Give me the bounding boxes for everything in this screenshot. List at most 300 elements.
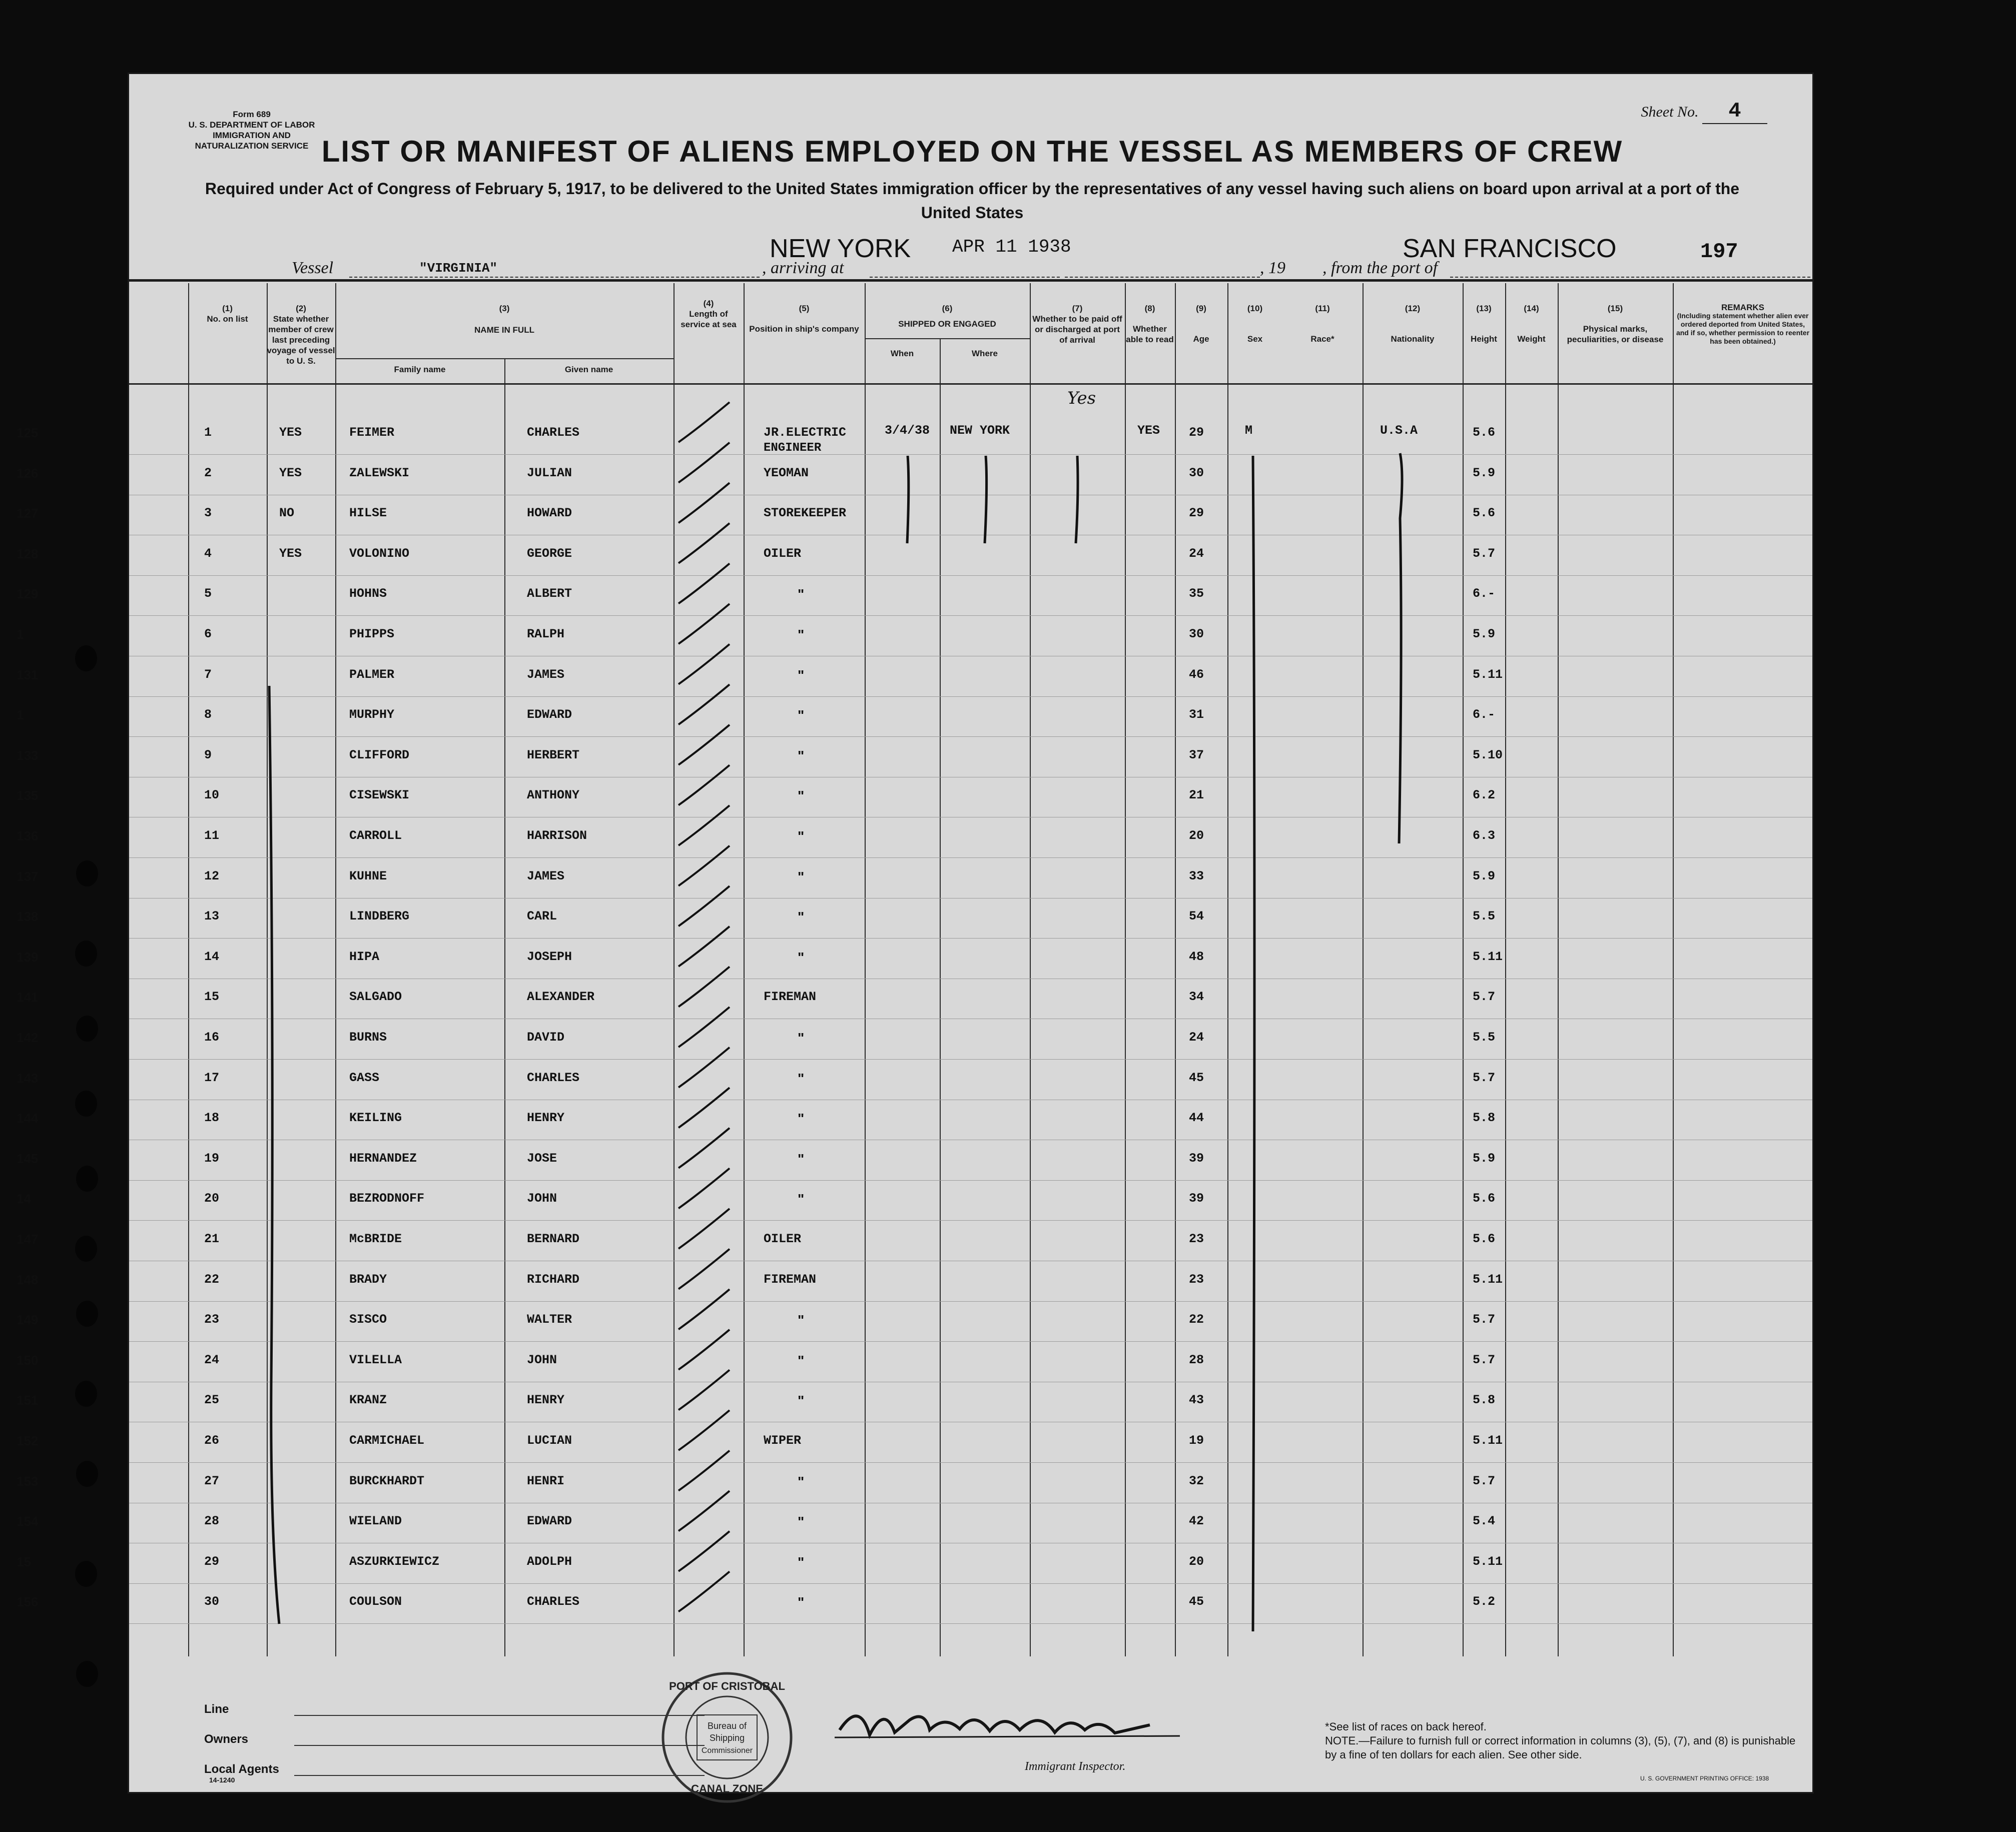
- family-name: VILELLA: [349, 1352, 402, 1367]
- header-rule: [129, 279, 1812, 282]
- height: 6.2: [1473, 788, 1496, 803]
- race-note: *See list of races on back hereof.: [1325, 1720, 1487, 1733]
- position: STOREKEEPER: [764, 506, 847, 521]
- service-check-mark: [679, 1168, 730, 1208]
- agents-code: 14-1240: [209, 1776, 235, 1784]
- height: 6.-: [1473, 707, 1496, 722]
- service-check-mark: [679, 1531, 730, 1571]
- margin-number: 145: [17, 1151, 39, 1166]
- given-name: HENRY: [527, 1111, 565, 1126]
- given-name: BERNARD: [527, 1232, 580, 1246]
- position: JR.ELECTRIC: [764, 425, 847, 440]
- height: 5.9: [1473, 465, 1496, 480]
- family-name: HOHNS: [349, 586, 387, 601]
- height: 5.5: [1473, 1030, 1496, 1045]
- col-8-title: Whether able to read: [1126, 324, 1174, 344]
- age: 34: [1189, 990, 1204, 1005]
- height: 5.10: [1473, 747, 1503, 762]
- nationality-value: U.S.A: [1380, 423, 1418, 438]
- family-name: COULSON: [349, 1594, 402, 1609]
- row-number: 21: [204, 1232, 220, 1246]
- last-voyage: YES: [279, 425, 302, 440]
- position: ": [798, 667, 805, 683]
- col-7-number: (7): [1072, 304, 1083, 313]
- from-fill-line: [1450, 277, 1810, 278]
- margin-number: 127: [17, 506, 39, 521]
- family-name: LINDBERG: [349, 909, 410, 924]
- row-number: 12: [204, 868, 220, 883]
- handwritten-yes: Yes: [1067, 388, 1096, 408]
- given-name: JOHN: [527, 1352, 557, 1367]
- given-name: JULIAN: [527, 465, 572, 480]
- col-9-number: (9): [1196, 304, 1206, 313]
- age: 39: [1189, 1191, 1204, 1206]
- punch-hole: [76, 860, 98, 886]
- margin-number: 131: [17, 667, 39, 682]
- ditto-strokes: [129, 283, 1812, 1656]
- row-number: 4: [204, 546, 212, 561]
- col-2-title: State whether member of crew last preceding voyage of vessel to U. S.: [267, 314, 335, 366]
- margin-number: 151: [17, 1393, 39, 1408]
- height: 5.7: [1473, 1352, 1496, 1367]
- col-3-number: (3): [499, 304, 510, 313]
- row-number: 8: [204, 707, 212, 722]
- family-name: FEIMER: [349, 425, 395, 440]
- family-name: PALMER: [349, 667, 395, 682]
- height: 5.9: [1473, 627, 1496, 641]
- family-name: BRADY: [349, 1272, 387, 1287]
- position: ": [798, 586, 805, 602]
- col-10-title: Sex: [1247, 334, 1263, 344]
- height: 5.7: [1473, 990, 1496, 1005]
- family-name: CARROLL: [349, 828, 402, 843]
- service-check-mark: [679, 1048, 730, 1088]
- height: 5.7: [1473, 546, 1496, 561]
- service-check-mark: [679, 967, 730, 1007]
- margin-number: 156: [17, 1594, 39, 1610]
- age: 23: [1189, 1232, 1204, 1246]
- family-name: BURNS: [349, 1030, 387, 1045]
- service-check-mark: [679, 846, 730, 886]
- margin-number: 143: [17, 1070, 39, 1086]
- given-name: WALTER: [527, 1312, 572, 1327]
- line-label: Line: [204, 1702, 229, 1716]
- family-name: GASS: [349, 1070, 380, 1085]
- vessel-name: "VIRGINIA": [419, 261, 498, 276]
- position: ": [798, 707, 805, 723]
- stamp-bottom-text: CANAL ZONE: [691, 1782, 763, 1795]
- col-1-number: (1): [222, 304, 233, 313]
- margin-number: 153: [17, 1473, 39, 1489]
- family-name: CISEWSKI: [349, 788, 410, 803]
- given-name: CHARLES: [527, 1070, 580, 1085]
- row-number: 22: [204, 1272, 220, 1287]
- row-number: 19: [204, 1151, 220, 1166]
- height: 5.5: [1473, 909, 1496, 924]
- col-15-number: (15): [1607, 304, 1623, 313]
- margin-number: 128: [17, 546, 39, 561]
- height: 5.11: [1473, 949, 1503, 964]
- year-label: , 19: [1260, 259, 1285, 277]
- age: 39: [1189, 1151, 1204, 1166]
- service-check-mark: [679, 1571, 730, 1611]
- service-check-mark: [679, 1410, 730, 1450]
- margin-number: 138: [17, 909, 39, 925]
- stamp-line-3: Commissioner: [701, 1746, 753, 1755]
- row-number: 29: [204, 1554, 220, 1569]
- age: 19: [1189, 1433, 1204, 1448]
- remarks-subtitle: (Including statement whether alien ever ordered deported from United States, and if so, whether permission to reenter has been obtained.): [1676, 312, 1810, 345]
- row-number: 26: [204, 1433, 220, 1448]
- row-number: 30: [204, 1594, 220, 1609]
- service-check-mark: [679, 1209, 730, 1249]
- when-header: When: [890, 349, 914, 358]
- age: 48: [1189, 949, 1204, 964]
- position: FIREMAN: [764, 1272, 817, 1287]
- height: 5.6: [1473, 506, 1496, 521]
- height: 5.11: [1473, 667, 1503, 682]
- height: 5.7: [1473, 1312, 1496, 1327]
- col-6-title: SHIPPED OR ENGAGED: [898, 319, 996, 329]
- given-name: HENRY: [527, 1393, 565, 1408]
- inspector-label: Immigrant Inspector.: [1025, 1760, 1126, 1773]
- height: 5.11: [1473, 1433, 1503, 1448]
- row-number: 16: [204, 1030, 220, 1045]
- age: 24: [1189, 1030, 1204, 1045]
- age: 21: [1189, 788, 1204, 803]
- last-voyage: YES: [279, 546, 302, 561]
- row-number: 24: [204, 1352, 220, 1367]
- height: 5.6: [1473, 425, 1496, 440]
- position: ": [798, 1111, 805, 1127]
- margin-number: 1: [17, 627, 24, 642]
- position: ": [798, 949, 805, 965]
- given-name: CHARLES: [527, 425, 580, 440]
- service-check-mark: [679, 483, 730, 523]
- service-check-mark: [679, 725, 730, 765]
- margin-number: 148: [17, 1272, 39, 1287]
- position: ": [798, 1514, 805, 1530]
- row-number: 17: [204, 1070, 220, 1085]
- family-name: BEZRODNOFF: [349, 1191, 425, 1206]
- service-name: IMMIGRATION AND NATURALIZATION SERVICE: [195, 131, 309, 151]
- height: 5.11: [1473, 1554, 1503, 1569]
- given-name: LUCIAN: [527, 1433, 572, 1448]
- vessel-line: [129, 234, 1815, 282]
- position: ": [798, 788, 805, 804]
- col-13-title: Height: [1471, 334, 1497, 344]
- given-name: ANTHONY: [527, 788, 580, 803]
- age: 54: [1189, 909, 1204, 924]
- family-name: HIPA: [349, 949, 380, 964]
- sheet-number-value: 4: [1702, 99, 1767, 124]
- remarks-title: REMARKS: [1721, 303, 1764, 312]
- vessel-label: Vessel: [292, 259, 334, 277]
- position: ": [798, 1191, 805, 1207]
- position: ": [798, 1312, 805, 1328]
- age: 33: [1189, 868, 1204, 883]
- family-name: HILSE: [349, 506, 387, 521]
- given-name: EDWARD: [527, 707, 572, 722]
- row-number: 18: [204, 1111, 220, 1126]
- family-name: PHIPPS: [349, 627, 395, 641]
- age: 31: [1189, 707, 1204, 722]
- position: ": [798, 627, 805, 642]
- position: WIPER: [764, 1433, 802, 1448]
- punch-hole: [75, 1381, 97, 1407]
- margin-number: 144: [17, 1111, 39, 1126]
- form-number: Form 689: [233, 110, 271, 119]
- age: 42: [1189, 1514, 1204, 1529]
- punch-hole: [76, 1301, 98, 1327]
- arriving-fill-line: [870, 277, 1060, 278]
- given-name: JAMES: [527, 667, 565, 682]
- margin-number: 142: [17, 1030, 39, 1045]
- col-12-title: Nationality: [1391, 334, 1435, 344]
- margin-number: 147: [17, 1232, 39, 1247]
- margin-number: 137: [17, 868, 39, 884]
- margin-number: 135: [17, 788, 39, 803]
- col-2-number: (2): [296, 304, 306, 313]
- col-14-title: Weight: [1517, 334, 1546, 344]
- punch-hole: [75, 1236, 97, 1262]
- given-name: GEORGE: [527, 546, 572, 561]
- col-1-title: No. on list: [207, 314, 248, 324]
- row-number: 9: [204, 747, 212, 762]
- age: 37: [1189, 747, 1204, 762]
- service-check-mark: [679, 927, 730, 967]
- position: YEOMAN: [764, 465, 809, 480]
- height: 5.8: [1473, 1393, 1496, 1408]
- given-name: EDWARD: [527, 1514, 572, 1529]
- margin-number: 15: [17, 1554, 31, 1569]
- stamp-top-text: PORT OF CRISTOBAL: [669, 1680, 785, 1692]
- family-name: KUHNE: [349, 868, 387, 883]
- family-name: VOLONINO: [349, 546, 410, 561]
- sheet-number: [1641, 99, 1767, 124]
- service-check-mark: [679, 443, 730, 483]
- position: FIREMAN: [764, 990, 817, 1005]
- col-6-number: (6): [942, 304, 953, 313]
- margin-number: 1: [17, 707, 24, 723]
- service-check-mark: [679, 604, 730, 644]
- margin-number: 149: [17, 1312, 39, 1328]
- crew-table: [17, 283, 1812, 1656]
- height: 5.9: [1473, 1151, 1496, 1166]
- age: 35: [1189, 586, 1204, 601]
- family-name: KEILING: [349, 1111, 402, 1126]
- row-number: 6: [204, 627, 212, 641]
- service-check-mark: [679, 886, 730, 926]
- vessel-fill-line: [349, 277, 760, 278]
- given-name: HERBERT: [527, 747, 580, 762]
- position: OILER: [764, 1232, 802, 1246]
- age: 29: [1189, 506, 1204, 521]
- inspector-signature: [830, 1690, 1190, 1750]
- service-check-mark: [679, 1088, 730, 1128]
- agents-label: Local Agents: [204, 1762, 279, 1776]
- height: 5.7: [1473, 1070, 1496, 1085]
- age: 28: [1189, 1352, 1204, 1367]
- margin-number: 14: [17, 1191, 31, 1207]
- document-subtitle: Required under Act of Congress of February 5, 1917, to be delivered to the United States immigration officer by the representatives of any vessel having such aliens on board upon arrival at a port of the United States: [205, 180, 1740, 222]
- service-check-mark: [679, 1289, 730, 1329]
- punch-hole: [75, 1561, 97, 1587]
- col-12-number: (12): [1405, 304, 1421, 313]
- given-name: RALPH: [527, 627, 565, 641]
- col-4-title: Length of service at sea: [681, 309, 737, 329]
- service-check-mark: [679, 1330, 730, 1370]
- position: ": [798, 1030, 805, 1046]
- position: ": [798, 1594, 805, 1610]
- row-number: 11: [204, 828, 220, 843]
- height: 5.6: [1473, 1232, 1496, 1246]
- given-name: HARRISON: [527, 828, 587, 843]
- given-name-header: Given name: [564, 365, 613, 374]
- from-port: SAN FRANCISCO: [1403, 234, 1617, 263]
- age: 43: [1189, 1393, 1204, 1408]
- margin-number: 136: [17, 828, 39, 843]
- manifest-sheet: [17, 73, 1814, 1795]
- col-5-number: (5): [799, 304, 810, 313]
- age: 20: [1189, 1554, 1204, 1569]
- service-check-mark: [679, 644, 730, 684]
- last-voyage: NO: [279, 506, 295, 521]
- given-name: CHARLES: [527, 1594, 580, 1609]
- age: 22: [1189, 1312, 1204, 1327]
- col-13-number: (13): [1476, 304, 1492, 313]
- family-name: McBRIDE: [349, 1232, 402, 1246]
- line-fill: [294, 1715, 705, 1716]
- arriving-label: , arriving at: [762, 259, 844, 277]
- given-name: JOSE: [527, 1151, 557, 1166]
- penalty-note: NOTE.—Failure to furnish full or correct information in columns (3), (5), (7), and (8) is punishable by a fine of ten dollars for each alien. See other side.: [1325, 1734, 1796, 1761]
- age: 29: [1189, 425, 1204, 440]
- col-3-title: NAME IN FULL: [474, 325, 534, 335]
- punch-hole: [75, 1091, 97, 1117]
- owners-fill: [294, 1745, 705, 1746]
- position-line-two: ENGINEER: [764, 441, 822, 455]
- service-check-mark: [679, 1249, 730, 1289]
- height: 5.8: [1473, 1111, 1496, 1126]
- row-number: 10: [204, 788, 220, 803]
- given-name: ALEXANDER: [527, 990, 595, 1005]
- given-name: DAVID: [527, 1030, 565, 1045]
- sex-value: M: [1245, 423, 1253, 438]
- margin-number: 126: [17, 465, 39, 481]
- given-name: JOSEPH: [527, 949, 572, 964]
- owners-label: Owners: [204, 1732, 249, 1746]
- row-number: 2: [204, 465, 212, 480]
- height: 5.2: [1473, 1594, 1496, 1609]
- arriving-port: NEW YORK: [770, 234, 911, 263]
- family-name: ASZURKIEWICZ: [349, 1554, 440, 1569]
- age: 45: [1189, 1594, 1204, 1609]
- family-name: CARMICHAEL: [349, 1433, 425, 1448]
- row-number: 20: [204, 1191, 220, 1206]
- age: 30: [1189, 465, 1204, 480]
- document-title: LIST OR MANIFEST OF ALIENS EMPLOYED ON THE VESSEL AS MEMBERS OF CREW: [321, 135, 1623, 168]
- margin-number: 154: [17, 1514, 39, 1529]
- given-name: CARL: [527, 909, 557, 924]
- height: 6.-: [1473, 586, 1496, 601]
- position: ": [798, 747, 805, 763]
- position: ": [798, 1393, 805, 1409]
- punch-hole: [76, 1166, 98, 1192]
- age: 46: [1189, 667, 1204, 682]
- age: 20: [1189, 828, 1204, 843]
- height: 5.4: [1473, 1514, 1496, 1529]
- given-name: JAMES: [527, 868, 565, 883]
- margin-number: 141: [17, 990, 39, 1005]
- position: ": [798, 868, 805, 884]
- position: ": [798, 1151, 805, 1167]
- row-number: 27: [204, 1473, 220, 1488]
- service-check-mark: [679, 523, 730, 563]
- col-14-number: (14): [1524, 304, 1539, 313]
- service-check-mark: [679, 765, 730, 805]
- age: 44: [1189, 1111, 1204, 1126]
- row-number: 13: [204, 909, 220, 924]
- row-number: 14: [204, 949, 220, 964]
- family-name: SALGADO: [349, 990, 402, 1005]
- row-number: 23: [204, 1312, 220, 1327]
- age: 24: [1189, 546, 1204, 561]
- where-header: Where: [972, 349, 998, 358]
- margin-number: 133: [17, 747, 39, 763]
- from-label: , from the port of: [1322, 259, 1438, 277]
- col-7-title: Whether to be paid off or discharged at port of arrival: [1032, 314, 1122, 345]
- family-name: HERNANDEZ: [349, 1151, 417, 1166]
- service-check-mark: [679, 684, 730, 724]
- service-check-mark: [679, 1128, 730, 1168]
- position: ": [798, 1070, 805, 1086]
- row-number: 5: [204, 586, 212, 601]
- height: 5.9: [1473, 868, 1496, 883]
- shipped-when: 3/4/38: [885, 423, 930, 438]
- family-name: KRANZ: [349, 1393, 387, 1408]
- height: 6.3: [1473, 828, 1496, 843]
- height: 5.6: [1473, 1191, 1496, 1206]
- col-15-title: Physical marks, peculiarities, or disease: [1567, 324, 1664, 344]
- given-name: HENRI: [527, 1473, 565, 1488]
- family-name: WIELAND: [349, 1514, 402, 1529]
- given-name: RICHARD: [527, 1272, 580, 1287]
- footer-notes: [1325, 1720, 1800, 1762]
- position: ": [798, 1473, 805, 1489]
- col-11-title: Race*: [1310, 334, 1334, 344]
- family-name: MURPHY: [349, 707, 395, 722]
- service-check-mark: [679, 1491, 730, 1531]
- given-name: ADOLPH: [527, 1554, 572, 1569]
- age: 23: [1189, 1272, 1204, 1287]
- row-number: 1: [204, 425, 212, 440]
- margin-number: 125: [17, 425, 39, 440]
- position: OILER: [764, 546, 802, 561]
- margin-number: 139: [17, 949, 39, 965]
- margin-number: 152: [17, 1433, 39, 1448]
- col-5-title: Position in ship's company: [749, 324, 859, 334]
- position: ": [798, 828, 805, 844]
- service-check-mark: [679, 805, 730, 845]
- service-check-mark: [679, 1007, 730, 1047]
- given-name: HOWARD: [527, 506, 572, 521]
- punch-hole: [76, 1016, 98, 1042]
- service-check-mark: [679, 1370, 730, 1410]
- stamp-line-1: Bureau of: [707, 1721, 747, 1731]
- service-check-marks: [679, 402, 730, 1611]
- date-stamp: APR 11 1938: [952, 237, 1071, 257]
